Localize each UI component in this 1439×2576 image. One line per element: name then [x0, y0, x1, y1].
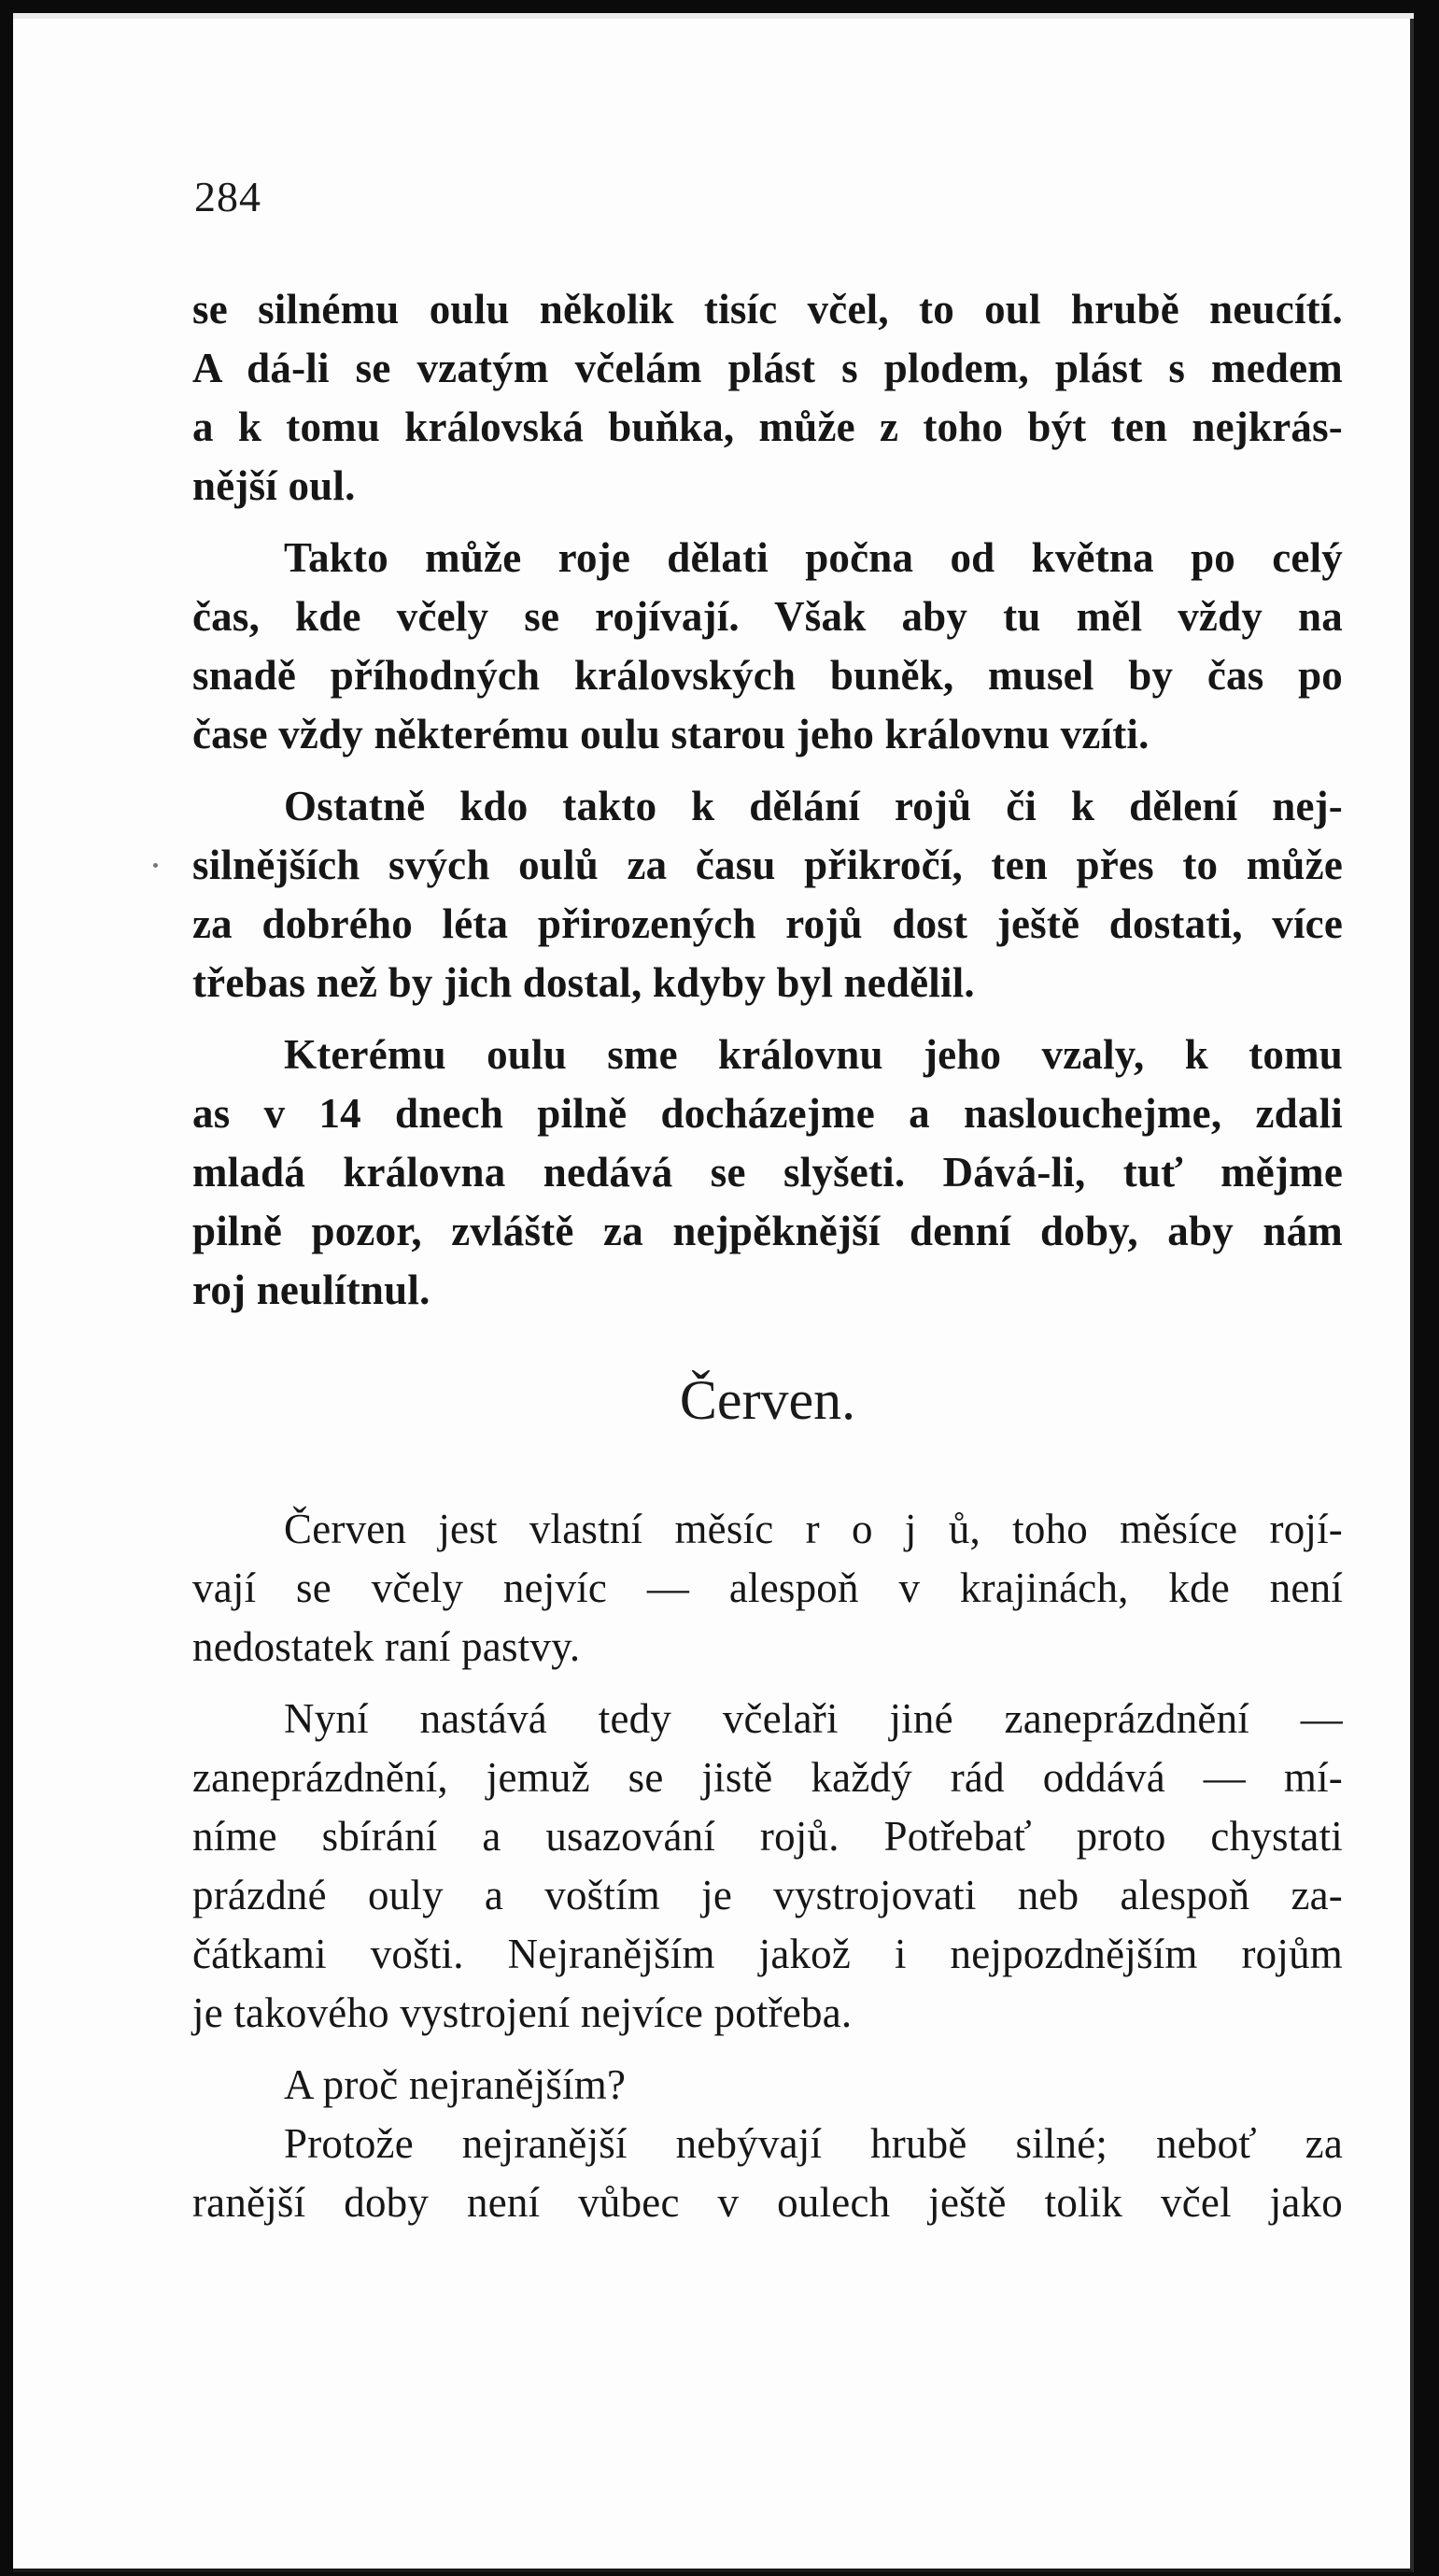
text-line: Červen jest vlastní měsíc r o j ů, toho měsíce rojí- — [284, 1506, 1343, 1552]
page-speck — [153, 863, 158, 868]
paragraph-5 — [192, 1500, 1343, 1677]
text-line: as v 14 dnech pilně docházejme a naslouchejme, zdali — [192, 1090, 1343, 1137]
paragraph-2 — [192, 529, 1343, 764]
paragraph-1 — [192, 280, 1343, 516]
text-line: čase vždy některému oulu starou jeho královnu vzíti. — [192, 711, 1150, 757]
text-line: nější oul. — [192, 462, 356, 509]
text-line: silnějších svých oulů za času přikročí, ten přes to může — [192, 842, 1343, 888]
text-line: nedostatek raní pastvy. — [192, 1623, 581, 1670]
paragraph-6 — [192, 1690, 1343, 2043]
text-line: čas, kde včely se rojívají. Však aby tu měl vždy na — [192, 593, 1343, 640]
book-page — [13, 13, 1414, 2572]
paragraph-7 — [192, 2056, 1343, 2115]
text-line: Kterému oulu sme královnu jeho vzaly, k tomu — [284, 1031, 1343, 1078]
text-line: mladá královna nedává se slyšeti. Dává-li, tuť mějme — [192, 1149, 1343, 1196]
text-line: je takového vystrojení nejvíce potřeba. — [192, 1989, 853, 2036]
text-line: níme sbírání a usazování rojů. Potřebať proto chystati — [192, 1813, 1343, 1860]
text-line: A dá-li se vzatým včelám plást s plodem, plást s medem — [192, 345, 1343, 391]
text-line: a k tomu královská buňka, může z toho být ten nejkrás- — [192, 403, 1343, 450]
page-number: 284 — [194, 173, 261, 220]
section-heading: Červen. — [679, 1369, 856, 1431]
top-text-block — [192, 280, 1343, 2245]
text-line: za dobrého léta přirozených rojů dost ještě dostati, více — [192, 900, 1343, 947]
paragraph-4 — [192, 1026, 1343, 1320]
text-line: prázdné ouly a voštím je vystrojovati neb alespoň za- — [192, 1872, 1343, 1918]
paragraph-8 — [192, 2115, 1343, 2232]
text-line: snadě příhodných královských buněk, musel by čas po — [192, 652, 1343, 699]
text-line: A proč nejranějším? — [284, 2061, 627, 2108]
text-line: třebas než by jich dostal, kdyby byl nedělil. — [192, 959, 975, 1006]
text-line: Takto může roje dělati počna od května po celý — [284, 534, 1343, 581]
text-line: Protože nejranější nebývají hrubě silné; neboť za — [284, 2120, 1343, 2167]
page-top-edge — [13, 13, 1414, 19]
text-line: ranější doby není vůbec v oulech ještě tolik včel jako — [192, 2179, 1343, 2226]
text-line: roj neulítnul. — [192, 1267, 430, 1313]
text-line: Nyní nastává tedy včelaři jiné zaneprázdnění — — [284, 1695, 1343, 1742]
text-line: vají se včely nejvíc — alespoň v krajinách, kde není — [192, 1564, 1343, 1611]
text-line: zaneprázdnění, jemuž se jistě každý rád oddává — mí- — [192, 1754, 1343, 1801]
text-line: se silnému oulu několik tisíc včel, to oul hrubě neucítí. — [192, 286, 1343, 333]
paragraph-3 — [192, 777, 1343, 1012]
text-line: pilně pozor, zvláště za nejpěknější denní doby, aby nám — [192, 1208, 1343, 1254]
text-line: čátkami vošti. Nejranějším jakož i nejpozdnějším rojům — [192, 1931, 1343, 1977]
text-line: Ostatně kdo takto k dělání rojů či k dělení nej- — [284, 783, 1343, 829]
